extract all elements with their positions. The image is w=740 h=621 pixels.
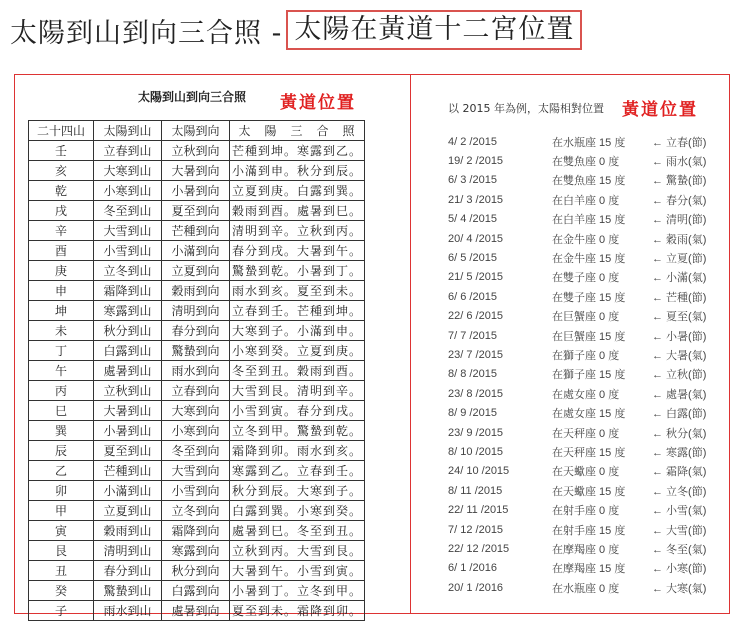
table-cell: 癸 bbox=[29, 581, 94, 601]
table-cell: 立秋到丙。大雪到艮。 bbox=[230, 541, 365, 561]
zodiac-position-text: 在處女座 0 度 bbox=[552, 388, 620, 401]
solar-term-text: ← 寒露(節) bbox=[652, 446, 707, 459]
red-label-right: 黃道位置 bbox=[622, 100, 698, 120]
table-cell: 甲 bbox=[29, 501, 94, 521]
table-cell: 立秋到向 bbox=[162, 141, 230, 161]
table-cell: 大寒到山 bbox=[94, 161, 162, 181]
zodiac-position-text: 在雙魚座 0 度 bbox=[552, 156, 620, 169]
solar-term-text: ← 白露(節) bbox=[652, 408, 707, 421]
table-row bbox=[29, 261, 365, 281]
zodiac-position-text: 在金牛座 15 度 bbox=[552, 253, 626, 266]
table-cell: 春分到向 bbox=[162, 321, 230, 341]
zodiac-position-text: 在摩羯座 15 度 bbox=[552, 563, 626, 576]
table-cell: 小暑到向 bbox=[162, 181, 230, 201]
table-cell: 秋分到向 bbox=[162, 561, 230, 581]
title-prefix: 太陽到山到向三合照 - bbox=[10, 17, 283, 49]
table-row bbox=[29, 441, 365, 461]
table-cell: 霜降到卯。雨水到亥。 bbox=[230, 441, 365, 461]
table-row bbox=[29, 601, 365, 621]
table-cell: 霜降到山 bbox=[94, 281, 162, 301]
table-row bbox=[29, 521, 365, 541]
table-cell: 冬至到向 bbox=[162, 441, 230, 461]
table-row bbox=[29, 361, 365, 381]
table-header-cell: 太陽到向 bbox=[162, 121, 230, 141]
table-cell: 立秋到山 bbox=[94, 381, 162, 401]
table-cell: 雨水到向 bbox=[162, 361, 230, 381]
solar-term-text: ← 小寒(節) bbox=[652, 563, 707, 576]
table-row bbox=[29, 241, 365, 261]
table-row bbox=[29, 541, 365, 561]
date-text: 24/ 10 /2015 bbox=[448, 465, 510, 478]
table-cell: 酉 bbox=[29, 241, 94, 261]
solar-term-text: ← 大寒(氣) bbox=[652, 582, 707, 595]
table-row bbox=[29, 281, 365, 301]
table-cell: 立冬到山 bbox=[94, 261, 162, 281]
table-cell: 丁 bbox=[29, 341, 94, 361]
table-cell: 大暑到午。小雪到寅。 bbox=[230, 561, 365, 581]
solar-term-text: ← 穀雨(氣) bbox=[652, 233, 707, 246]
zodiac-position-text: 在天秤座 0 度 bbox=[552, 427, 620, 440]
zodiac-position-text: 在水瓶座 15 度 bbox=[552, 136, 626, 149]
table-cell: 午 bbox=[29, 361, 94, 381]
table-cell: 小寒到山 bbox=[94, 181, 162, 201]
table-cell: 芒種到向 bbox=[162, 221, 230, 241]
table-cell: 大雪到向 bbox=[162, 461, 230, 481]
list-item bbox=[448, 423, 728, 442]
table-cell: 穀雨到酉。處暑到巳。 bbox=[230, 201, 365, 221]
table-cell: 丙 bbox=[29, 381, 94, 401]
table-cell: 小滿到山 bbox=[94, 481, 162, 501]
zodiac-position-text: 在射手座 0 度 bbox=[552, 505, 620, 518]
zodiac-position-text: 在天蠍座 0 度 bbox=[552, 466, 620, 479]
table-cell: 寒露到山 bbox=[94, 301, 162, 321]
right-header: 以 2015 年為例，太陽相對位置 bbox=[448, 102, 604, 115]
table-cell: 寒露到向 bbox=[162, 541, 230, 561]
date-text: 8/ 10 /2015 bbox=[448, 445, 504, 458]
table-cell: 小寒到癸。立夏到庚。 bbox=[230, 341, 365, 361]
date-text: 4/ 2 /2015 bbox=[448, 135, 497, 148]
table-cell: 春分到戌。大暑到午。 bbox=[230, 241, 365, 261]
table-cell: 小暑到丁。立冬到甲。 bbox=[230, 581, 365, 601]
table-cell: 丑 bbox=[29, 561, 94, 581]
table-row bbox=[29, 161, 365, 181]
zodiac-position-text: 在巨蟹座 15 度 bbox=[552, 330, 626, 343]
table-cell: 驚蟄到向 bbox=[162, 341, 230, 361]
solar-term-text: ← 夏至(氣) bbox=[652, 311, 707, 324]
table-cell: 寅 bbox=[29, 521, 94, 541]
list-item bbox=[448, 462, 728, 481]
list-item bbox=[448, 403, 728, 422]
table-cell: 夏至到向 bbox=[162, 201, 230, 221]
table-row bbox=[29, 561, 365, 581]
date-text: 21/ 5 /2015 bbox=[448, 271, 504, 284]
solar-term-text: ← 立冬(節) bbox=[652, 485, 707, 498]
table-cell: 驚蟄到山 bbox=[94, 581, 162, 601]
table-cell: 小滿到申。秋分到辰。 bbox=[230, 161, 365, 181]
table-cell: 立春到壬。芒種到坤。 bbox=[230, 301, 365, 321]
date-text: 21/ 3 /2015 bbox=[448, 193, 504, 206]
zodiac-position-text: 在天蠍座 15 度 bbox=[552, 485, 626, 498]
date-text: 7/ 7 /2015 bbox=[448, 329, 497, 342]
solar-term-text: ← 小雪(氣) bbox=[652, 505, 707, 518]
date-text: 8/ 9 /2015 bbox=[448, 407, 497, 420]
list-item bbox=[448, 210, 728, 229]
table-cell: 巳 bbox=[29, 401, 94, 421]
table-row bbox=[29, 421, 365, 441]
sun-position-list bbox=[448, 132, 728, 597]
zodiac-position-text: 在獅子座 15 度 bbox=[552, 369, 626, 382]
table-cell: 白露到巽。小寒到癸。 bbox=[230, 501, 365, 521]
table-row bbox=[29, 301, 365, 321]
solar-term-text: ← 驚蟄(節) bbox=[652, 175, 707, 188]
zodiac-position-text: 在白羊座 15 度 bbox=[552, 214, 626, 227]
table-header-cell: 二十四山 bbox=[29, 121, 94, 141]
zodiac-position-text: 在金牛座 0 度 bbox=[552, 233, 620, 246]
solar-term-text: ← 大暑(氣) bbox=[652, 349, 707, 362]
solar-term-text: ← 雨水(氣) bbox=[652, 156, 707, 169]
list-item bbox=[448, 229, 728, 248]
solar-term-text: ← 春分(氣) bbox=[652, 194, 707, 207]
table-cell: 小滿到向 bbox=[162, 241, 230, 261]
list-item bbox=[448, 559, 728, 578]
table-cell: 戌 bbox=[29, 201, 94, 221]
table-row bbox=[29, 201, 365, 221]
solar-term-text: ← 小暑(節) bbox=[652, 330, 707, 343]
list-item bbox=[448, 326, 728, 345]
table-row bbox=[29, 141, 365, 161]
zodiac-position-text: 在摩羯座 0 度 bbox=[552, 543, 620, 556]
table-cell: 芒種到山 bbox=[94, 461, 162, 481]
table-cell: 處暑到巳。冬至到丑。 bbox=[230, 521, 365, 541]
solar-term-text: ← 霜降(氣) bbox=[652, 466, 707, 479]
table-cell: 秋分到山 bbox=[94, 321, 162, 341]
date-text: 8/ 8 /2015 bbox=[448, 368, 497, 381]
table-cell: 處暑到向 bbox=[162, 601, 230, 621]
frame-divider bbox=[410, 74, 411, 614]
table-row bbox=[29, 381, 365, 401]
solar-term-text: ← 立夏(節) bbox=[652, 253, 707, 266]
list-item bbox=[448, 442, 728, 461]
zodiac-position-text: 在處女座 15 度 bbox=[552, 408, 626, 421]
date-text: 20/ 1 /2016 bbox=[448, 581, 504, 594]
table-cell: 辛 bbox=[29, 221, 94, 241]
list-item bbox=[448, 539, 728, 558]
list-item bbox=[448, 307, 728, 326]
list-item bbox=[448, 151, 728, 170]
table-cell: 大暑到山 bbox=[94, 401, 162, 421]
table-cell: 立春到向 bbox=[162, 381, 230, 401]
table-cell: 大雪到艮。清明到辛。 bbox=[230, 381, 365, 401]
table-title: 太陽到山到向三合照 bbox=[138, 90, 247, 104]
table-row bbox=[29, 501, 365, 521]
table-cell: 大雪到山 bbox=[94, 221, 162, 241]
zodiac-position-text: 在水瓶座 0 度 bbox=[552, 582, 620, 595]
table-cell: 白露到山 bbox=[94, 341, 162, 361]
zodiac-position-text: 在雙魚座 15 度 bbox=[552, 175, 626, 188]
table-cell: 小雪到向 bbox=[162, 481, 230, 501]
table-row bbox=[29, 461, 365, 481]
zodiac-position-text: 在天秤座 15 度 bbox=[552, 446, 626, 459]
table-cell: 雨水到亥。夏至到未。 bbox=[230, 281, 365, 301]
date-text: 20/ 4 /2015 bbox=[448, 232, 504, 245]
table-cell: 小暑到山 bbox=[94, 421, 162, 441]
table-cell: 立春到山 bbox=[94, 141, 162, 161]
table-cell: 艮 bbox=[29, 541, 94, 561]
title-highlight: 太陽在黃道十二宮位置 bbox=[286, 10, 582, 50]
table-cell: 壬 bbox=[29, 141, 94, 161]
solar-term-text: ← 秋分(氣) bbox=[652, 427, 707, 440]
zodiac-position-text: 在射手座 15 度 bbox=[552, 524, 626, 537]
list-item bbox=[448, 345, 728, 364]
table-cell: 巽 bbox=[29, 421, 94, 441]
table-cell: 雨水到山 bbox=[94, 601, 162, 621]
table-cell: 冬至到山 bbox=[94, 201, 162, 221]
list-item bbox=[448, 132, 728, 151]
table-header-row bbox=[29, 121, 365, 141]
table-cell: 未 bbox=[29, 321, 94, 341]
list-item bbox=[448, 384, 728, 403]
table-cell: 寒露到乙。立春到壬。 bbox=[230, 461, 365, 481]
table-cell: 大暑到向 bbox=[162, 161, 230, 181]
table-cell: 乾 bbox=[29, 181, 94, 201]
table-cell: 清明到向 bbox=[162, 301, 230, 321]
table-cell: 芒種到坤。寒露到乙。 bbox=[230, 141, 365, 161]
zodiac-position-text: 在雙子座 15 度 bbox=[552, 291, 626, 304]
page-title bbox=[10, 10, 582, 50]
zodiac-position-text: 在獅子座 0 度 bbox=[552, 349, 620, 362]
date-text: 23/ 9 /2015 bbox=[448, 426, 504, 439]
list-item bbox=[448, 268, 728, 287]
list-item bbox=[448, 365, 728, 384]
solar-term-text: ← 立春(節) bbox=[652, 136, 707, 149]
solar-term-text: ← 大雪(節) bbox=[652, 524, 707, 537]
solar-term-text: ← 清明(節) bbox=[652, 214, 707, 227]
table-cell: 霜降到向 bbox=[162, 521, 230, 541]
date-text: 5/ 4 /2015 bbox=[448, 213, 497, 226]
list-item bbox=[448, 520, 728, 539]
table-cell: 秋分到辰。大寒到子。 bbox=[230, 481, 365, 501]
zodiac-position-text: 在雙子座 0 度 bbox=[552, 272, 620, 285]
date-text: 6/ 5 /2015 bbox=[448, 252, 497, 265]
table-cell: 辰 bbox=[29, 441, 94, 461]
table-cell: 小雪到山 bbox=[94, 241, 162, 261]
table-cell: 子 bbox=[29, 601, 94, 621]
table-row bbox=[29, 181, 365, 201]
date-text: 22/ 6 /2015 bbox=[448, 310, 504, 323]
table-row bbox=[29, 321, 365, 341]
table-cell: 冬至到丑。穀雨到酉。 bbox=[230, 361, 365, 381]
zodiac-position-text: 在白羊座 0 度 bbox=[552, 194, 620, 207]
list-item bbox=[448, 190, 728, 209]
list-item bbox=[448, 248, 728, 267]
list-item bbox=[448, 171, 728, 190]
table-cell: 立夏到庚。白露到巽。 bbox=[230, 181, 365, 201]
list-item bbox=[448, 578, 728, 597]
table-row bbox=[29, 221, 365, 241]
zodiac-position-text: 在巨蟹座 0 度 bbox=[552, 311, 620, 324]
table-cell: 立夏到向 bbox=[162, 261, 230, 281]
date-text: 22/ 11 /2015 bbox=[448, 504, 509, 517]
date-text: 23/ 7 /2015 bbox=[448, 348, 504, 361]
solar-term-text: ← 立秋(節) bbox=[652, 369, 707, 382]
table-cell: 驚蟄到乾。小暑到丁。 bbox=[230, 261, 365, 281]
table-cell: 庚 bbox=[29, 261, 94, 281]
solar-term-text: ← 處暑(氣) bbox=[652, 388, 707, 401]
solar-term-text: ← 冬至(氣) bbox=[652, 543, 707, 556]
table-row bbox=[29, 481, 365, 501]
date-text: 23/ 8 /2015 bbox=[448, 387, 504, 400]
red-label-left: 黃道位置 bbox=[280, 93, 356, 113]
solar-term-text: ← 小滿(氣) bbox=[652, 272, 707, 285]
table-cell: 春分到山 bbox=[94, 561, 162, 581]
table-cell: 申 bbox=[29, 281, 94, 301]
date-text: 6/ 3 /2015 bbox=[448, 174, 497, 187]
sun-table bbox=[28, 120, 365, 621]
solar-term-text: ← 芒種(節) bbox=[652, 291, 707, 304]
table-cell: 大寒到向 bbox=[162, 401, 230, 421]
table-cell: 夏至到山 bbox=[94, 441, 162, 461]
list-item bbox=[448, 287, 728, 306]
table-cell: 坤 bbox=[29, 301, 94, 321]
table-cell: 小寒到向 bbox=[162, 421, 230, 441]
table-cell: 立冬到向 bbox=[162, 501, 230, 521]
table-cell: 白露到向 bbox=[162, 581, 230, 601]
table-cell: 夏至到未。霜降到卯。 bbox=[230, 601, 365, 621]
list-item bbox=[448, 500, 728, 519]
table-cell: 小雪到寅。春分到戌。 bbox=[230, 401, 365, 421]
table-cell: 立夏到山 bbox=[94, 501, 162, 521]
table-cell: 大寒到子。小滿到申。 bbox=[230, 321, 365, 341]
date-text: 6/ 1 /2016 bbox=[448, 562, 497, 575]
table-cell: 穀雨到山 bbox=[94, 521, 162, 541]
table-cell: 卯 bbox=[29, 481, 94, 501]
table-cell: 清明到辛。立秋到丙。 bbox=[230, 221, 365, 241]
table-row bbox=[29, 401, 365, 421]
date-text: 19/ 2 /2015 bbox=[448, 155, 504, 168]
table-row bbox=[29, 581, 365, 601]
date-text: 6/ 6 /2015 bbox=[448, 290, 497, 303]
date-text: 8/ 11 /2015 bbox=[448, 484, 503, 497]
table-cell: 穀雨到向 bbox=[162, 281, 230, 301]
table-header-cell: 太陽到山 bbox=[94, 121, 162, 141]
date-text: 22/ 12 /2015 bbox=[448, 542, 510, 555]
date-text: 7/ 12 /2015 bbox=[448, 523, 504, 536]
table-header-cell: 太 陽 三 合 照 bbox=[230, 121, 365, 141]
table-row bbox=[29, 341, 365, 361]
table-cell: 清明到山 bbox=[94, 541, 162, 561]
list-item bbox=[448, 481, 728, 500]
table-cell: 立冬到甲。驚蟄到乾。 bbox=[230, 421, 365, 441]
table-cell: 乙 bbox=[29, 461, 94, 481]
table-cell: 處暑到山 bbox=[94, 361, 162, 381]
table-cell: 亥 bbox=[29, 161, 94, 181]
